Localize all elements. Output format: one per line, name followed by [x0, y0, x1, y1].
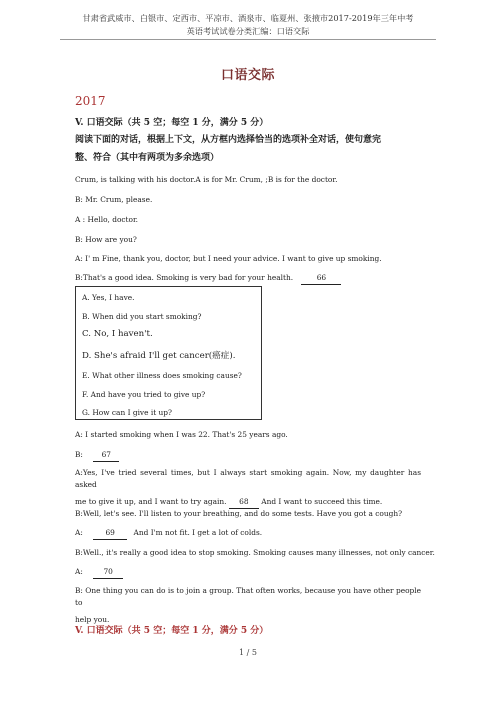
answer-blank-66[interactable]: 66 [301, 272, 341, 285]
dialogue-line: B:Well, let's see. I'll listen to your breathing, and do some tests. Have you got a cough? [75, 509, 403, 518]
year-heading: 2017 [75, 94, 106, 108]
header-divider [60, 39, 436, 40]
dialogue-line: Crum, is talking with his doctor.A is for Mr. Crum, ;B is for the doctor. [75, 175, 338, 184]
dialogue-paragraph-68 [75, 467, 421, 509]
options-box [75, 286, 262, 420]
dialogue-line-70 [75, 566, 421, 579]
header-line-1: 甘肃省武威市、白银市、定西市、平凉市、酒泉市、临夏州、张掖市2017-2019年三年中考 [82, 13, 414, 23]
paragraph-text: me to give it up, and I want to try again. [75, 497, 227, 506]
option-g: G. How can I give it up? [82, 408, 172, 417]
page-number: 1 / 5 [239, 648, 257, 657]
option-d: D. She's afraid I'll get cancer(癌症). [82, 351, 236, 361]
dialogue-paragraph-group [75, 585, 421, 626]
paragraph-line: A:Yes, I've tried several times, but I always start smoking again. Now, my daughter has asked [75, 468, 421, 489]
answer-blank-69[interactable]: 69 [93, 527, 127, 540]
dialogue-line: B:Well., it's really a good idea to stop smoking. Smoking causes many illnesses, not only cancer. [75, 548, 435, 557]
header-line-2: 英语考试试卷分类汇编：口语交际 [186, 25, 310, 36]
answer-blank-68[interactable]: 68 [229, 496, 259, 509]
dialogue-line-69 [75, 527, 421, 540]
page-header [60, 12, 436, 37]
dialogue-line-66 [75, 272, 421, 285]
section-heading: V. 口语交际（共 5 空；每空 1 分，满分 5 分） [75, 118, 269, 128]
dialogue-line: B: How are you? [75, 235, 137, 244]
dialogue-line: A: I' m Fine, thank you, doctor, but I need your advice. I want to give up smoking. [75, 254, 382, 263]
paragraph-line: B: One thing you can do is to join a group. That often works, because you have other people to [75, 586, 421, 607]
answer-blank-70[interactable]: 70 [93, 566, 123, 579]
dialogue-line: B: Mr. Crum, please. [75, 195, 153, 204]
paragraph-text: And I want to succeed this time. [261, 497, 383, 506]
instruction-line-2: 整、符合（其中有两项为多余选项） [75, 153, 220, 163]
option-f: F. And have you tried to give up? [82, 390, 206, 399]
dialogue-line-67 [75, 449, 421, 462]
option-b: B. When did you start smoking? [82, 312, 202, 321]
dialogue-line: A : Hello, doctor. [75, 215, 139, 224]
speaker-label: A: [75, 567, 83, 576]
page-title: 口语交际 [220, 68, 275, 83]
option-c: C. No, I haven't. [82, 329, 153, 339]
section-2-heading: V. 口语交际（共 5 空；每空 1 分，满分 5 分） [75, 626, 269, 636]
dialogue-line: A: I started smoking when I was 22. That's 25 years ago. [75, 430, 288, 439]
dialogue-text: And I'm not fit. I get a lot of colds. [133, 528, 263, 537]
speaker-label: B: [75, 450, 83, 459]
answer-blank-67[interactable]: 67 [93, 449, 119, 462]
dialogue-text: B:That's a good idea. Smoking is very bad for your health. [75, 273, 294, 282]
option-a: A. Yes, I have. [82, 293, 135, 302]
option-e: E. What other illness does smoking cause? [82, 371, 242, 380]
paragraph-line: help you. [75, 615, 110, 624]
speaker-label: A: [75, 528, 83, 537]
instruction-line-1: 阅读下面的对话，根据上下文，从方框内选择恰当的选项补全对话，使句意完 [75, 135, 382, 145]
